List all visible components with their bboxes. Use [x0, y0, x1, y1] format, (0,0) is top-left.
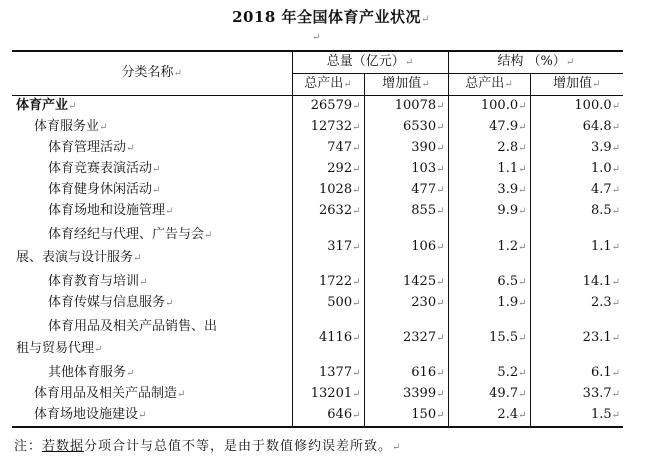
value-added-pct-cell: 1.0↵ [530, 159, 623, 180]
value-added-cell: 3399↵ [364, 384, 448, 405]
output-cell: 646↵ [292, 405, 364, 427]
output-pct-cell: 1.9↵ [448, 293, 530, 314]
value-added-cell: 2327↵ [364, 314, 448, 363]
row-name: 体育产业↵ [16, 98, 77, 113]
output-cell: 13201↵ [292, 384, 364, 405]
table-row [12, 138, 623, 159]
value-added-pct-cell: 1.5↵ [530, 405, 623, 427]
output-pct-cell: 9.9↵ [448, 201, 530, 222]
table-row [12, 201, 623, 222]
row-name: 体育竞赛表演活动↵ [48, 161, 161, 176]
table-row [12, 384, 623, 405]
table-row [12, 314, 623, 363]
output-pct-cell: 1.1↵ [448, 159, 530, 180]
table-row [12, 363, 623, 384]
value-added-cell: 616↵ [364, 363, 448, 384]
output-pct-cell: 5.2↵ [448, 363, 530, 384]
value-added-pct-header: 增加值↵ [530, 74, 623, 96]
row-name: 体育用品及相关产品制造↵ [34, 386, 186, 401]
output-pct-cell: 2.4↵ [448, 405, 530, 427]
value-added-cell: 1425↵ [364, 272, 448, 293]
table-row [12, 405, 623, 427]
value-added-cell: 106↵ [364, 222, 448, 272]
output-cell: 292↵ [292, 159, 364, 180]
table-row [12, 117, 623, 138]
row-name: 体育用品及相关产品销售、出 租与贸易代理↵ [16, 319, 218, 356]
paragraph-mark-icon: ↵ [312, 32, 321, 43]
table-row [12, 293, 623, 314]
output-cell: 12732↵ [292, 117, 364, 138]
category-header: 分类名称↵ [12, 51, 292, 96]
row-name: 体育经纪与代理、广告与会↵ 展、表演与设计服务↵ [16, 227, 213, 265]
title-text: 2018 年全国体育产业状况 [232, 8, 422, 26]
output-cell: 26579↵ [292, 96, 364, 118]
value-added-pct-cell: 4.7↵ [530, 180, 623, 201]
table-row [12, 272, 623, 293]
output-cell: 1722↵ [292, 272, 364, 293]
value-added-cell: 150↵ [364, 405, 448, 427]
paragraph-mark-icon: ↵ [421, 14, 430, 25]
output-pct-cell: 2.8↵ [448, 138, 530, 159]
structure-header: 结构 （%）↵ [448, 51, 623, 74]
row-name: 体育场地和设施管理↵ [48, 203, 174, 218]
row-name: 体育服务业↵ [34, 119, 108, 134]
value-added-header: 增加值↵ [364, 74, 448, 96]
value-added-pct-cell: 1.1↵ [530, 222, 623, 272]
output-header: 总产出↵ [292, 74, 364, 96]
output-pct-cell: 3.9↵ [448, 180, 530, 201]
output-pct-header: 总产出↵ [448, 74, 530, 96]
table-row [12, 180, 623, 201]
output-pct-cell: 15.5↵ [448, 314, 530, 363]
output-pct-cell: 6.5↵ [448, 272, 530, 293]
page-title [0, 6, 662, 27]
table-row [12, 222, 623, 272]
value-added-pct-cell: 3.9↵ [530, 138, 623, 159]
output-cell: 1028↵ [292, 180, 364, 201]
footnote: 注：若数据分项合计与总值不等，是由于数值修约误差所致。↵ [14, 439, 402, 454]
total-header: 总量（亿元）↵ [292, 51, 448, 74]
output-pct-cell: 49.7↵ [448, 384, 530, 405]
output-pct-cell: 100.0↵ [448, 96, 530, 118]
row-name: 体育传媒与信息服务↵ [48, 295, 174, 310]
paragraph-mark-icon: ↵ [392, 442, 402, 453]
output-cell: 317↵ [292, 222, 364, 272]
output-cell: 4116↵ [292, 314, 364, 363]
table-row [12, 159, 623, 180]
row-name: 其他体育服务↵ [48, 365, 135, 380]
value-added-pct-cell: 64.8↵ [530, 117, 623, 138]
row-name: 体育管理活动↵ [48, 140, 135, 155]
table-row [12, 96, 623, 118]
value-added-cell: 390↵ [364, 138, 448, 159]
row-name: 体育教育与培训↵ [48, 274, 148, 289]
row-name: 体育健身休闲活动↵ [48, 182, 161, 197]
row-name: 体育场地设施建设↵ [12, 405, 292, 427]
value-added-cell: 855↵ [364, 201, 448, 222]
output-cell: 747↵ [292, 138, 364, 159]
output-cell: 1377↵ [292, 363, 364, 384]
header-row-1 [12, 51, 623, 74]
note-link[interactable]: 若数据 [42, 439, 85, 454]
value-added-cell: 6530↵ [364, 117, 448, 138]
value-added-cell: 477↵ [364, 180, 448, 201]
value-added-pct-cell: 23.1↵ [530, 314, 623, 363]
value-added-cell: 230↵ [364, 293, 448, 314]
value-added-pct-cell: 2.3↵ [530, 293, 623, 314]
value-added-pct-cell: 6.1↵ [530, 363, 623, 384]
value-added-pct-cell: 100.0↵ [530, 96, 623, 118]
value-added-cell: 10078↵ [364, 96, 448, 118]
output-pct-cell: 1.2↵ [448, 222, 530, 272]
output-cell: 2632↵ [292, 201, 364, 222]
value-added-pct-cell: 33.7↵ [530, 384, 623, 405]
industry-table [12, 50, 623, 428]
output-pct-cell: 47.9↵ [448, 117, 530, 138]
value-added-pct-cell: 14.1↵ [530, 272, 623, 293]
value-added-pct-cell: 8.5↵ [530, 201, 623, 222]
value-added-cell: 103↵ [364, 159, 448, 180]
output-cell: 500↵ [292, 293, 364, 314]
